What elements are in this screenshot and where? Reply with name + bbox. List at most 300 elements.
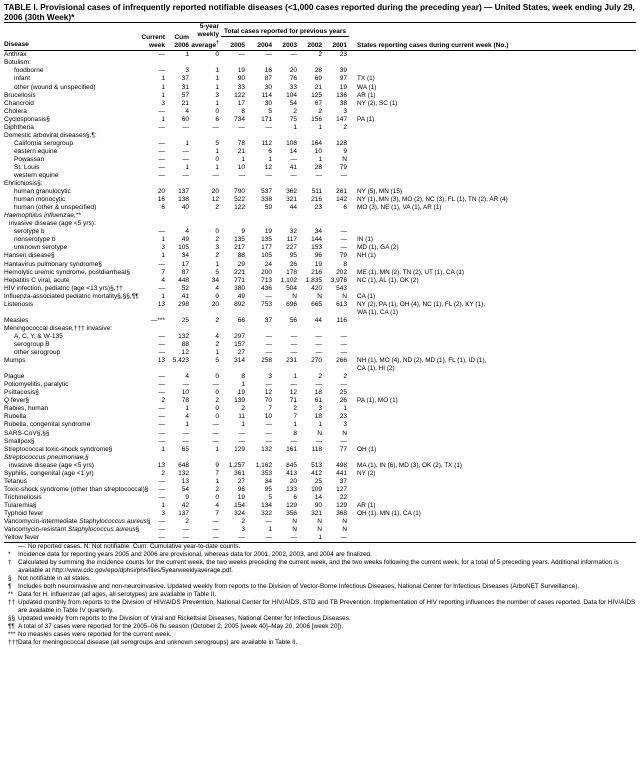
footnote-text: Includes both neuroinvasive and non-neuroinvasive. Updated weekly from reports to the Division of Vector-Borne Infectious Diseases, National Center for Infectious Diseases (ArboNET Surveillance). bbox=[18, 583, 580, 591]
header-weekly-average bbox=[191, 23, 221, 51]
current-week-cell bbox=[141, 309, 167, 317]
cases-2004-cell: — bbox=[265, 172, 272, 180]
states-cell bbox=[349, 526, 636, 534]
header-2005: 2005 bbox=[230, 42, 245, 50]
cases-2003-cell: — bbox=[290, 349, 297, 357]
cum-2006-cell: 78 bbox=[181, 397, 189, 405]
cases-2002-cell: 28 bbox=[314, 163, 322, 171]
current-week-cell: 6 bbox=[161, 204, 165, 212]
cases-2005-cell: 2 bbox=[241, 405, 245, 413]
cases-2004-cell: 24 bbox=[264, 260, 272, 268]
cases-2001-cell: 266 bbox=[336, 357, 348, 365]
cases-2005-cell: 19 bbox=[237, 67, 245, 75]
current-week-cell: — bbox=[158, 67, 165, 75]
cases-2001-cell: 613 bbox=[336, 300, 348, 308]
cases-2002-cell: 216 bbox=[311, 196, 322, 204]
cases-2003-cell: 7 bbox=[293, 413, 297, 421]
table-row bbox=[4, 236, 636, 244]
disease-name: unknown serotype bbox=[14, 244, 68, 252]
footnote-symbol: ††† bbox=[8, 639, 19, 647]
cases-2005-cell: — bbox=[221, 534, 247, 543]
weekly-average-cell: 7 bbox=[215, 509, 219, 517]
cases-2001-cell: — bbox=[340, 244, 348, 252]
cases-2001-cell: N bbox=[342, 155, 348, 163]
cum-2006-cell: 105 bbox=[178, 244, 189, 252]
cases-2003-cell: 8 bbox=[293, 429, 297, 437]
cases-2002-cell: 513 bbox=[311, 461, 322, 469]
disease-name: St. Louis bbox=[14, 163, 40, 171]
cases-2003-cell bbox=[274, 220, 299, 228]
cases-2001-cell: 116 bbox=[336, 316, 348, 324]
cases-2005-cell: 9 bbox=[241, 228, 245, 236]
cases-2005-cell: — bbox=[238, 123, 245, 131]
cases-2005-cell: 892 bbox=[234, 300, 245, 308]
cum-2006-cell: 37 bbox=[181, 75, 189, 83]
weekly-average-cell bbox=[191, 132, 221, 140]
states-cell bbox=[349, 124, 636, 132]
cases-2002-cell bbox=[299, 212, 324, 220]
states-cell bbox=[349, 164, 636, 172]
cases-2002-cell: 23 bbox=[314, 204, 322, 212]
weekly-average-cell: 3 bbox=[215, 91, 219, 99]
table-row bbox=[4, 494, 636, 502]
disease-name: Psittacosis§ bbox=[4, 389, 39, 397]
cases-2001-cell: 261 bbox=[336, 188, 348, 196]
table-row bbox=[4, 462, 636, 470]
cases-2003-cell: 75 bbox=[289, 115, 297, 123]
cases-2002-cell: 14 bbox=[314, 493, 322, 501]
states-cell bbox=[349, 108, 636, 116]
current-week-cell: 1 bbox=[161, 292, 165, 300]
header-current-week: Current week bbox=[141, 23, 167, 51]
cases-2004-cell: 1 bbox=[268, 155, 272, 163]
table-row bbox=[4, 301, 636, 309]
cases-2004-cell: 5 bbox=[268, 493, 272, 501]
cum-2006-cell: 9 bbox=[185, 493, 189, 501]
current-week-cell bbox=[141, 220, 167, 228]
weekly-average-cell: 1 bbox=[215, 477, 219, 485]
cases-2002-cell: 420 bbox=[311, 284, 322, 292]
current-week-cell: 1 bbox=[161, 83, 165, 91]
cases-2004-cell: 1 bbox=[268, 526, 272, 534]
cases-2003-cell: 56 bbox=[289, 316, 297, 324]
cum-2006-cell: 54 bbox=[181, 485, 189, 493]
current-week-cell: 3 bbox=[161, 509, 165, 517]
cum-2006-cell: 10 bbox=[181, 389, 189, 397]
table-row bbox=[4, 100, 636, 108]
cases-2001-cell: 368 bbox=[336, 509, 348, 517]
header-cum-2006: Cum 2006 bbox=[167, 23, 191, 51]
current-week-cell: — bbox=[158, 139, 165, 147]
table-row bbox=[4, 502, 636, 510]
disease-name: California serogroup bbox=[14, 139, 73, 147]
weekly-average-cell: 4 bbox=[215, 332, 219, 340]
current-week-cell: 1 bbox=[161, 445, 165, 453]
cases-2005-cell: 1,257 bbox=[228, 461, 245, 469]
footnote-text: —: No reported cases. N: Not notifiable. Cum: Cumulative year-to-date counts. bbox=[18, 543, 241, 551]
current-week-cell: 1 bbox=[161, 115, 165, 123]
states-cell bbox=[349, 341, 636, 349]
states-cell: TX (1) bbox=[357, 75, 375, 83]
cum-2006-cell: — bbox=[182, 172, 189, 180]
cum-2006-cell: 41 bbox=[181, 292, 189, 300]
current-week-cell: 1 bbox=[161, 236, 165, 244]
states-cell bbox=[349, 333, 636, 341]
cum-2006-cell: — bbox=[167, 534, 191, 543]
current-week-cell: — bbox=[158, 429, 165, 437]
cum-2006-cell: 137 bbox=[178, 509, 189, 517]
states-cell: MA (1), IN (6), MD (3), OK (2), TX (1) bbox=[357, 461, 463, 469]
cases-2004-cell: 177 bbox=[261, 244, 272, 252]
cases-2002-cell: 28 bbox=[314, 67, 322, 75]
table-row bbox=[4, 389, 636, 397]
cases-2005-cell: 2 bbox=[241, 518, 245, 526]
weekly-average-cell bbox=[191, 325, 221, 333]
cases-2001-cell: — bbox=[340, 349, 348, 357]
cases-2003-cell bbox=[274, 59, 299, 67]
cases-2004-cell: — bbox=[265, 381, 272, 389]
cases-2003-cell: — bbox=[290, 381, 297, 389]
header-disease: Disease bbox=[4, 23, 141, 51]
table-row bbox=[4, 51, 636, 60]
cases-2002-cell: 67 bbox=[314, 99, 322, 107]
cases-2005-cell: 361 bbox=[234, 469, 245, 477]
cum-2006-cell bbox=[167, 365, 191, 373]
disease-name: Yellow fever bbox=[4, 534, 141, 543]
current-week-cell bbox=[141, 59, 167, 67]
cases-2002-cell bbox=[299, 365, 324, 373]
weekly-average-cell: 1 bbox=[215, 260, 219, 268]
footnote-text: No measles cases were reported for the current week. bbox=[18, 631, 172, 639]
cases-2003-cell: 1 bbox=[293, 373, 297, 381]
cases-2004-cell: — bbox=[265, 421, 272, 429]
cases-2004-cell: 6 bbox=[268, 147, 272, 155]
cases-2002-cell bbox=[299, 180, 324, 188]
table-row bbox=[4, 430, 636, 438]
cases-2001-cell: 1 bbox=[343, 405, 348, 413]
cases-2002-cell: 1 bbox=[318, 421, 322, 429]
states-cell bbox=[349, 325, 636, 333]
cases-2004-cell: — bbox=[265, 332, 272, 340]
states-cell: NH (1), MO (4), ND (2), MD (1), FL (1), ID (1), bbox=[357, 357, 487, 365]
cases-2005-cell: 1 bbox=[241, 381, 245, 389]
cum-2006-cell: 2 bbox=[185, 518, 189, 526]
cases-2002-cell: — bbox=[315, 332, 322, 340]
states-cell bbox=[349, 228, 636, 236]
cases-2004-cell: — bbox=[265, 349, 272, 357]
weekly-average-cell: 0 bbox=[215, 51, 219, 59]
current-week-cell: — bbox=[158, 421, 165, 429]
cases-2001-cell: 2 bbox=[343, 123, 348, 131]
table-row bbox=[4, 164, 636, 172]
table-row bbox=[4, 534, 636, 543]
cases-2003-cell: 2 bbox=[293, 405, 297, 413]
cum-2006-cell: 648 bbox=[178, 461, 189, 469]
cases-2002-cell: N bbox=[317, 292, 322, 300]
weekly-average-cell bbox=[191, 212, 221, 220]
cases-2005-cell: 157 bbox=[234, 341, 245, 348]
footnote bbox=[4, 623, 636, 631]
cum-2006-cell: 87 bbox=[181, 268, 189, 276]
cases-2005-cell: 135 bbox=[234, 236, 245, 244]
cases-2004-cell bbox=[247, 365, 274, 373]
disease-name: western equine bbox=[14, 172, 59, 180]
cases-2002-cell: 18 bbox=[314, 389, 322, 397]
current-week-cell: — bbox=[158, 485, 165, 493]
cases-2005-cell: 96 bbox=[237, 485, 245, 493]
footnote bbox=[4, 631, 636, 639]
cum-2006-cell: 40 bbox=[181, 204, 189, 212]
cases-2005-cell: 10 bbox=[237, 163, 245, 171]
disease-name: invasive disease (age <5 yrs) bbox=[9, 461, 94, 469]
cases-2004-cell: 12 bbox=[264, 163, 272, 171]
table-row bbox=[4, 108, 636, 116]
cum-2006-cell: 138 bbox=[178, 196, 189, 204]
current-week-cell: — bbox=[158, 493, 165, 501]
cases-2005-cell: 78 bbox=[237, 139, 245, 147]
cases-2005-cell: 790 bbox=[234, 188, 245, 196]
weekly-average-cell: 0 bbox=[215, 493, 219, 501]
disease-name: Domestic arboviral diseases§,¶: bbox=[4, 131, 97, 139]
cases-2003-cell: 133 bbox=[286, 485, 297, 493]
cases-2004-cell: 200 bbox=[261, 268, 272, 276]
disease-name: Botulism: bbox=[4, 59, 31, 67]
states-cell bbox=[349, 67, 636, 75]
cases-2001-cell: 79 bbox=[339, 252, 348, 260]
cum-2006-cell: — bbox=[182, 123, 189, 131]
footnote-symbol: † bbox=[8, 559, 12, 567]
disease-name: Cholera bbox=[4, 107, 27, 115]
table-title: TABLE I. Provisional cases of infrequently reported notifiable diseases (<1,000 cases reported during the preceding year) — United States, week ending July 29, 2006 (30th Week)* bbox=[4, 2, 635, 22]
weekly-average-cell: 2 bbox=[215, 204, 219, 212]
weekly-average-cell: 2 bbox=[215, 252, 219, 260]
cases-2002-cell: 1,835 bbox=[305, 276, 322, 284]
disease-name: Rabies, human bbox=[4, 405, 49, 413]
current-week-cell: 1 bbox=[161, 91, 165, 99]
footnote-symbol: * bbox=[8, 551, 11, 559]
cum-2006-cell: — bbox=[182, 155, 189, 163]
cases-2005-cell: 1 bbox=[241, 155, 245, 163]
current-week-cell: — bbox=[158, 163, 165, 171]
cases-2001-cell: 136 bbox=[336, 91, 348, 99]
cases-2002-cell bbox=[299, 309, 324, 317]
weekly-average-cell: 2 bbox=[215, 341, 219, 348]
cum-2006-cell bbox=[167, 220, 191, 228]
weekly-average-cell: 0 bbox=[215, 107, 219, 115]
header-2001: 2001 bbox=[332, 42, 348, 50]
cases-2002-cell: 321 bbox=[311, 509, 322, 517]
weekly-average-cell: 2 bbox=[215, 485, 219, 493]
states-cell: AR (1) bbox=[357, 501, 376, 509]
states-cell bbox=[349, 317, 636, 325]
current-week-cell: 3 bbox=[161, 99, 165, 107]
disease-name: Chancroid bbox=[4, 99, 34, 107]
footnote bbox=[4, 639, 636, 647]
cases-2003-cell bbox=[274, 309, 299, 317]
cum-2006-cell bbox=[167, 180, 191, 188]
cases-2001-cell: 127 bbox=[336, 485, 348, 493]
cases-2003-cell: 231 bbox=[286, 357, 297, 365]
cases-2005-cell: 27 bbox=[237, 349, 245, 357]
cases-2001-cell: — bbox=[324, 534, 349, 543]
weekly-average-cell: — bbox=[212, 172, 219, 180]
weekly-average-cell: 0 bbox=[215, 413, 219, 421]
table-row bbox=[4, 124, 636, 132]
table-row bbox=[4, 228, 636, 236]
cases-2005-cell: 66 bbox=[237, 316, 245, 324]
current-week-cell: — bbox=[158, 349, 165, 357]
weekly-average-cell: 2 bbox=[215, 397, 219, 405]
cases-2004-cell bbox=[247, 180, 274, 188]
cases-2004-cell: 112 bbox=[261, 139, 272, 147]
weekly-average-cell: 12 bbox=[211, 196, 219, 204]
cum-2006-cell: 1 bbox=[185, 405, 189, 413]
weekly-average-cell: — bbox=[212, 421, 219, 429]
footnote-symbol: *** bbox=[8, 631, 16, 639]
cases-2001-cell: 23 bbox=[339, 51, 348, 59]
cases-2001-cell: 498 bbox=[336, 461, 348, 469]
cases-2005-cell bbox=[221, 309, 247, 317]
weekly-average-cell: 0 bbox=[215, 228, 219, 236]
states-cell: MO (3), NE (1), VA (1), AR (1) bbox=[357, 204, 442, 212]
current-week-cell: — bbox=[158, 228, 165, 236]
states-cell bbox=[349, 430, 636, 438]
cases-2001-cell: 142 bbox=[336, 196, 348, 204]
footnote-text: Calculated by summing the incidence counts for the current week, the two weeks preceding the current week, and the two weeks following the current week, for a total of 5 preceding years. Additional information is available at http://www.cdc.gov/epo/dphsi/phs/files/5yearweeklyaverage.pdf. bbox=[18, 559, 619, 575]
weekly-average-cell: — bbox=[212, 437, 219, 445]
cases-2003-cell: — bbox=[274, 534, 299, 543]
cases-2005-cell: 27 bbox=[237, 477, 245, 485]
cases-2004-cell: 322 bbox=[261, 509, 272, 517]
states-cell: NC (1), AL (1), OK (2) bbox=[357, 276, 419, 284]
footnote bbox=[4, 551, 636, 559]
table-row bbox=[4, 397, 636, 405]
disease-name: Diphtheria bbox=[4, 123, 34, 131]
cases-2005-cell: 19 bbox=[237, 493, 245, 501]
cases-2003-cell: 413 bbox=[286, 469, 297, 477]
footnote-text: Updated weekly from reports to the Division of Viral and Rickettsial Diseases, National Center for Infectious Diseases. bbox=[18, 615, 351, 623]
cases-2004-cell: 353 bbox=[261, 469, 272, 477]
states-cell bbox=[349, 438, 636, 446]
cases-2002-cell: 2 bbox=[318, 107, 322, 115]
cum-2006-cell: 5,423 bbox=[172, 357, 189, 365]
cases-2003-cell bbox=[274, 454, 299, 462]
current-week-cell: 2 bbox=[161, 469, 165, 477]
cases-2003-cell: 2 bbox=[293, 107, 297, 115]
weekly-average-cell: 5 bbox=[215, 268, 219, 276]
table-row bbox=[4, 285, 636, 293]
footnote bbox=[4, 591, 636, 599]
states-cell bbox=[349, 405, 636, 413]
table-header bbox=[4, 23, 636, 51]
states-cell: CA (1) bbox=[357, 292, 376, 300]
cum-2006-cell: 3 bbox=[185, 67, 189, 75]
footnote bbox=[4, 543, 636, 551]
states-cell bbox=[349, 389, 636, 397]
page bbox=[4, 2, 636, 647]
cases-2001-cell: 3,976 bbox=[330, 276, 348, 284]
cases-2004-cell: 338 bbox=[261, 196, 272, 204]
cases-2002-cell: — bbox=[315, 341, 322, 348]
table-row bbox=[4, 188, 636, 196]
states-cell: PA (1), MO (1) bbox=[357, 397, 398, 405]
weekly-average-cell: — bbox=[191, 534, 221, 543]
cases-2003-cell: 71 bbox=[289, 397, 297, 405]
cases-2003-cell: 26 bbox=[289, 260, 297, 268]
cases-2003-cell: — bbox=[290, 155, 297, 163]
cases-2001-cell: 441 bbox=[336, 469, 348, 477]
cum-2006-cell bbox=[167, 309, 191, 317]
weekly-average-cell: — bbox=[212, 518, 219, 526]
current-week-cell bbox=[141, 365, 167, 373]
cases-2001-cell: 2 bbox=[343, 373, 348, 381]
cases-2001-cell: 3 bbox=[343, 107, 348, 115]
table-row bbox=[4, 526, 636, 534]
cases-2005-cell: 33 bbox=[237, 83, 245, 91]
cases-2005-cell: 122 bbox=[234, 204, 245, 212]
states-cell bbox=[349, 148, 636, 156]
current-week-cell: — bbox=[158, 332, 165, 340]
current-week-cell: — bbox=[158, 341, 165, 348]
current-week-cell: — bbox=[158, 413, 165, 421]
disease-name: Smallpox§ bbox=[4, 437, 35, 445]
cases-2004-cell: 19 bbox=[264, 228, 272, 236]
footnote bbox=[4, 615, 636, 623]
cases-2002-cell: — bbox=[315, 437, 322, 445]
cases-2003-cell: — bbox=[290, 341, 297, 348]
cum-2006-cell: 4 bbox=[185, 413, 189, 421]
states-cell: MD (1), GA (2) bbox=[357, 244, 399, 252]
disease-name: Powassan bbox=[14, 155, 45, 163]
cum-2006-cell: 132 bbox=[178, 332, 189, 340]
table-row bbox=[4, 132, 636, 140]
cases-2002-cell bbox=[299, 325, 324, 333]
current-week-cell: — bbox=[158, 526, 165, 534]
current-week-cell: — bbox=[158, 123, 165, 131]
cum-2006-cell: — bbox=[182, 147, 189, 155]
cases-2001-cell: — bbox=[340, 341, 348, 348]
cases-2003-cell: 227 bbox=[286, 244, 297, 252]
disease-name: eastern equine bbox=[14, 147, 58, 155]
disease-name: Meningococcal disease,††† invasive: bbox=[4, 324, 113, 332]
footnote-symbol: ** bbox=[8, 591, 13, 599]
cases-2005-cell: 19 bbox=[237, 389, 245, 397]
cases-2002-cell: 21 bbox=[314, 83, 322, 91]
cases-2005-cell: 154 bbox=[234, 501, 245, 509]
current-week-cell: — bbox=[158, 381, 165, 389]
cum-2006-cell bbox=[167, 132, 191, 140]
cases-2002-cell: 44 bbox=[314, 316, 322, 324]
cases-2005-cell: 771 bbox=[234, 276, 245, 284]
states-cell: PA (1) bbox=[357, 115, 375, 123]
table-row bbox=[4, 220, 636, 228]
cases-2004-cell: 5 bbox=[268, 107, 272, 115]
weekly-average-cell bbox=[191, 365, 221, 373]
disease-name: other (wound & unspecified) bbox=[14, 83, 96, 91]
disease-name: Rubella, congenital syndrome bbox=[4, 421, 91, 429]
cases-2004-cell: 30 bbox=[264, 83, 272, 91]
footnote-text: Not notifiable in all states. bbox=[18, 575, 91, 583]
current-week-cell: — bbox=[158, 477, 165, 485]
cases-2001-cell bbox=[324, 309, 349, 317]
current-week-cell: — bbox=[158, 373, 165, 381]
table-row bbox=[4, 454, 636, 462]
disease-name: human granulocytic bbox=[14, 188, 71, 196]
table-row bbox=[4, 357, 636, 365]
cases-2004-cell: — bbox=[265, 341, 272, 348]
cases-2004-cell: 753 bbox=[261, 300, 272, 308]
cases-2005-cell: 29 bbox=[237, 260, 245, 268]
